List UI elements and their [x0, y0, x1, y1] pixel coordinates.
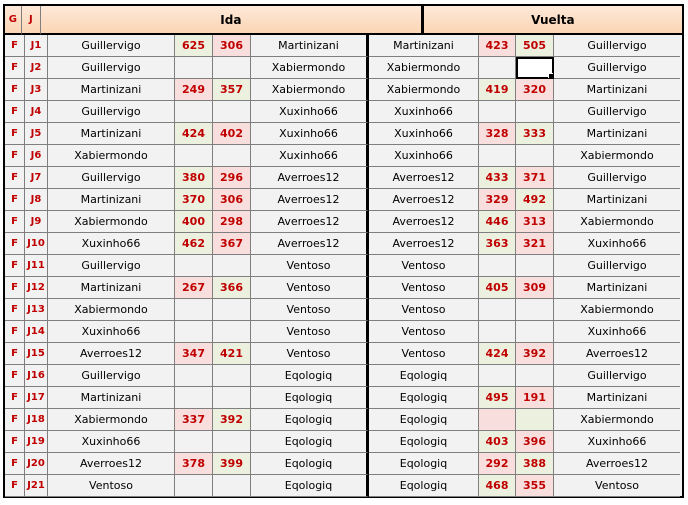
ida-away-player[interactable]: Eqologiq [251, 475, 369, 497]
ida-home-score[interactable] [175, 299, 213, 321]
table-row [5, 189, 682, 211]
ida-home-player[interactable]: Xabiermondo [48, 211, 175, 233]
vuelta-away-score[interactable] [516, 299, 554, 321]
group-cell[interactable]: F [5, 57, 25, 79]
vuelta-home-score[interactable]: 363 [479, 233, 516, 255]
round-cell[interactable]: J21 [25, 475, 48, 497]
vuelta-home-score[interactable] [479, 299, 516, 321]
group-cell[interactable]: F [5, 475, 25, 497]
vuelta-away-score[interactable]: 355 [516, 475, 554, 497]
ida-home-player[interactable]: Xabiermondo [48, 409, 175, 431]
ida-away-player[interactable]: Ventoso [251, 277, 369, 299]
ida-away-player[interactable]: Eqologiq [251, 387, 369, 409]
header-g[interactable]: G [5, 6, 22, 35]
vuelta-home-score[interactable]: 405 [479, 277, 516, 299]
round-cell[interactable]: J12 [25, 277, 48, 299]
table-row [5, 211, 682, 233]
vuelta-away-player[interactable]: Xabiermondo [554, 211, 680, 233]
round-cell[interactable]: J10 [25, 233, 48, 255]
vuelta-home-score[interactable]: 329 [479, 189, 516, 211]
ida-home-score[interactable] [175, 387, 213, 409]
ida-home-player[interactable]: Xuxinho66 [48, 321, 175, 343]
vuelta-away-score[interactable] [516, 409, 554, 431]
round-cell[interactable]: J15 [25, 343, 48, 365]
ida-away-score[interactable] [213, 475, 251, 497]
ida-away-player[interactable]: Xabiermondo [251, 57, 369, 79]
ida-away-score[interactable] [213, 101, 251, 123]
vuelta-home-player[interactable]: Ventoso [369, 255, 479, 277]
ida-home-player[interactable]: Xuxinho66 [48, 431, 175, 453]
vuelta-home-score[interactable]: 403 [479, 431, 516, 453]
group-cell[interactable]: F [5, 167, 25, 189]
vuelta-away-score[interactable] [516, 101, 554, 123]
ida-away-player[interactable]: Averroes12 [251, 167, 369, 189]
vuelta-away-score[interactable]: 333 [516, 123, 554, 145]
ida-home-player[interactable]: Martinizani [48, 189, 175, 211]
table-row [5, 343, 682, 365]
selected-cell[interactable] [516, 57, 554, 79]
round-cell[interactable]: J4 [25, 101, 48, 123]
ida-home-score[interactable]: 380 [175, 167, 213, 189]
table-row [5, 431, 682, 453]
ida-home-player[interactable]: Guillervigo [48, 365, 175, 387]
ida-away-player[interactable]: Averroes12 [251, 211, 369, 233]
vuelta-away-player[interactable]: Ventoso [554, 475, 680, 497]
group-cell[interactable]: F [5, 35, 25, 57]
ida-away-score[interactable]: 357 [213, 79, 251, 101]
ida-away-player[interactable]: Eqologiq [251, 409, 369, 431]
ida-home-player[interactable]: Guillervigo [48, 57, 175, 79]
ida-home-score[interactable]: 337 [175, 409, 213, 431]
round-cell[interactable]: J11 [25, 255, 48, 277]
ida-home-score[interactable]: 347 [175, 343, 213, 365]
ida-home-score[interactable]: 424 [175, 123, 213, 145]
group-cell[interactable]: F [5, 321, 25, 343]
vuelta-away-player[interactable]: Martinizani [554, 189, 680, 211]
round-cell[interactable]: J19 [25, 431, 48, 453]
ida-away-player[interactable]: Ventoso [251, 299, 369, 321]
table-row [5, 453, 682, 475]
vuelta-away-player[interactable]: Martinizani [554, 79, 680, 101]
ida-home-player[interactable]: Averroes12 [48, 343, 175, 365]
table-row [5, 321, 682, 343]
ida-away-player[interactable]: Xuxinho66 [251, 101, 369, 123]
ida-away-score[interactable]: 296 [213, 167, 251, 189]
vuelta-home-player[interactable]: Ventoso [369, 343, 479, 365]
vuelta-home-score[interactable]: 328 [479, 123, 516, 145]
group-cell[interactable]: F [5, 211, 25, 233]
vuelta-away-player[interactable]: Guillervigo [554, 255, 680, 277]
vuelta-away-player[interactable]: Guillervigo [554, 57, 680, 79]
ida-home-score[interactable] [175, 255, 213, 277]
ida-away-score[interactable] [213, 299, 251, 321]
ida-away-score[interactable]: 392 [213, 409, 251, 431]
ida-home-score[interactable] [175, 365, 213, 387]
ida-away-player[interactable]: Xabiermondo [251, 79, 369, 101]
vuelta-away-score[interactable] [516, 255, 554, 277]
table-row [5, 409, 682, 431]
ida-home-player[interactable]: Martinizani [48, 123, 175, 145]
ida-home-score[interactable]: 267 [175, 277, 213, 299]
vuelta-home-score[interactable] [479, 57, 516, 79]
header-j[interactable]: J [22, 6, 41, 35]
vuelta-away-player[interactable]: Guillervigo [554, 365, 680, 387]
ida-away-player[interactable]: Eqologiq [251, 453, 369, 475]
ida-away-score[interactable]: 399 [213, 453, 251, 475]
ida-home-score[interactable] [175, 475, 213, 497]
ida-home-score[interactable]: 370 [175, 189, 213, 211]
ida-home-player[interactable]: Guillervigo [48, 35, 175, 57]
vuelta-away-player[interactable]: Xabiermondo [554, 145, 680, 167]
header-vuelta[interactable]: Vuelta [424, 6, 682, 35]
ida-home-score[interactable] [175, 321, 213, 343]
ida-home-player[interactable]: Martinizani [48, 79, 175, 101]
group-cell[interactable]: F [5, 431, 25, 453]
table-row [5, 57, 682, 79]
vuelta-away-player[interactable]: Martinizani [554, 277, 680, 299]
vuelta-away-score[interactable]: 320 [516, 79, 554, 101]
ida-away-player[interactable]: Ventoso [251, 255, 369, 277]
vuelta-home-player[interactable]: Eqologiq [369, 387, 479, 409]
ida-away-player[interactable]: Ventoso [251, 343, 369, 365]
ida-away-score[interactable] [213, 431, 251, 453]
vuelta-away-player[interactable]: Xuxinho66 [554, 431, 680, 453]
group-cell[interactable]: F [5, 343, 25, 365]
ida-away-player[interactable]: Eqologiq [251, 431, 369, 453]
vuelta-home-player[interactable]: Averroes12 [369, 233, 479, 255]
vuelta-away-player[interactable]: Martinizani [554, 123, 680, 145]
group-cell[interactable]: F [5, 365, 25, 387]
vuelta-away-player[interactable]: Xabiermondo [554, 409, 680, 431]
round-cell[interactable]: J8 [25, 189, 48, 211]
vuelta-away-score[interactable]: 492 [516, 189, 554, 211]
ida-home-player[interactable]: Guillervigo [48, 255, 175, 277]
vuelta-away-score[interactable]: 191 [516, 387, 554, 409]
table-row [5, 255, 682, 277]
header-ida[interactable]: Ida [41, 6, 424, 35]
vuelta-away-score[interactable]: 505 [516, 35, 554, 57]
table-row [5, 123, 682, 145]
vuelta-home-player[interactable]: Averroes12 [369, 167, 479, 189]
vuelta-home-score[interactable] [479, 101, 516, 123]
vuelta-home-player[interactable]: Ventoso [369, 277, 479, 299]
vuelta-home-score[interactable]: 495 [479, 387, 516, 409]
vuelta-home-score[interactable] [479, 321, 516, 343]
vuelta-home-player[interactable]: Averroes12 [369, 211, 479, 233]
vuelta-home-player[interactable]: Eqologiq [369, 453, 479, 475]
vuelta-home-player[interactable]: Eqologiq [369, 431, 479, 453]
group-cell[interactable]: F [5, 409, 25, 431]
vuelta-home-player[interactable]: Ventoso [369, 299, 479, 321]
ida-home-score[interactable]: 625 [175, 35, 213, 57]
table-row [5, 299, 682, 321]
table-row [5, 167, 682, 189]
vuelta-home-player[interactable]: Xuxinho66 [369, 145, 479, 167]
vuelta-home-player[interactable]: Eqologiq [369, 409, 479, 431]
table-row [5, 365, 682, 387]
round-cell[interactable]: J17 [25, 387, 48, 409]
vuelta-home-player[interactable]: Xuxinho66 [369, 123, 479, 145]
group-cell[interactable]: F [5, 255, 25, 277]
group-cell[interactable]: F [5, 277, 25, 299]
ida-home-player[interactable]: Xuxinho66 [48, 233, 175, 255]
vuelta-home-player[interactable]: Eqologiq [369, 475, 479, 497]
header-row [5, 6, 682, 35]
vuelta-away-player[interactable]: Guillervigo [554, 35, 680, 57]
group-cell[interactable]: F [5, 123, 25, 145]
ida-home-score[interactable]: 400 [175, 211, 213, 233]
ida-home-player[interactable]: Xabiermondo [48, 145, 175, 167]
ida-home-player[interactable]: Martinizani [48, 277, 175, 299]
group-cell[interactable]: F [5, 145, 25, 167]
vuelta-home-player[interactable]: Averroes12 [369, 189, 479, 211]
table-row [5, 101, 682, 123]
vuelta-away-player[interactable]: Guillervigo [554, 101, 680, 123]
group-cell[interactable]: F [5, 189, 25, 211]
vuelta-home-player[interactable]: Xuxinho66 [369, 101, 479, 123]
ida-away-score[interactable]: 306 [213, 35, 251, 57]
vuelta-away-score[interactable]: 313 [516, 211, 554, 233]
ida-home-score[interactable] [175, 431, 213, 453]
ida-away-score[interactable] [213, 365, 251, 387]
spreadsheet-grid [3, 4, 684, 498]
group-cell[interactable]: F [5, 453, 25, 475]
ida-away-score[interactable] [213, 255, 251, 277]
vuelta-home-score[interactable] [479, 365, 516, 387]
ida-home-score[interactable]: 378 [175, 453, 213, 475]
ida-home-player[interactable]: Xabiermondo [48, 299, 175, 321]
ida-away-score[interactable]: 306 [213, 189, 251, 211]
group-cell[interactable]: F [5, 387, 25, 409]
round-cell[interactable]: J2 [25, 57, 48, 79]
vuelta-home-score[interactable] [479, 255, 516, 277]
round-cell[interactable]: J3 [25, 79, 48, 101]
vuelta-home-player[interactable]: Xabiermondo [369, 79, 479, 101]
ida-away-player[interactable]: Xuxinho66 [251, 145, 369, 167]
ida-home-player[interactable]: Averroes12 [48, 453, 175, 475]
vuelta-home-score[interactable]: 424 [479, 343, 516, 365]
vuelta-home-score[interactable]: 419 [479, 79, 516, 101]
round-cell[interactable]: J20 [25, 453, 48, 475]
ida-away-player[interactable]: Martinizani [251, 35, 369, 57]
ida-home-player[interactable]: Guillervigo [48, 167, 175, 189]
group-cell[interactable]: F [5, 79, 25, 101]
vuelta-away-score[interactable]: 388 [516, 453, 554, 475]
vuelta-home-score[interactable] [479, 145, 516, 167]
ida-away-score[interactable] [213, 321, 251, 343]
group-cell[interactable]: F [5, 233, 25, 255]
vuelta-home-score[interactable]: 446 [479, 211, 516, 233]
table-row [5, 145, 682, 167]
vuelta-away-score[interactable]: 371 [516, 167, 554, 189]
round-cell[interactable]: J7 [25, 167, 48, 189]
ida-away-player[interactable]: Averroes12 [251, 189, 369, 211]
ida-away-score[interactable] [213, 145, 251, 167]
ida-home-score[interactable]: 249 [175, 79, 213, 101]
vuelta-home-player[interactable]: Ventoso [369, 321, 479, 343]
vuelta-home-player[interactable]: Eqologiq [369, 365, 479, 387]
ida-away-score[interactable]: 298 [213, 211, 251, 233]
vuelta-away-score[interactable] [516, 321, 554, 343]
round-cell[interactable]: J16 [25, 365, 48, 387]
vuelta-away-score[interactable]: 321 [516, 233, 554, 255]
ida-away-score[interactable] [213, 57, 251, 79]
ida-away-score[interactable] [213, 387, 251, 409]
vuelta-home-score[interactable] [479, 409, 516, 431]
vuelta-away-score[interactable] [516, 365, 554, 387]
ida-home-score[interactable] [175, 101, 213, 123]
ida-away-score[interactable]: 402 [213, 123, 251, 145]
round-cell[interactable]: J9 [25, 211, 48, 233]
ida-home-player[interactable]: Martinizani [48, 387, 175, 409]
vuelta-away-score[interactable]: 392 [516, 343, 554, 365]
table-row [5, 475, 682, 497]
round-cell[interactable]: J1 [25, 35, 48, 57]
group-cell[interactable]: F [5, 101, 25, 123]
round-cell[interactable]: J13 [25, 299, 48, 321]
table-row [5, 387, 682, 409]
vuelta-away-player[interactable]: Xabiermondo [554, 299, 680, 321]
round-cell[interactable]: J18 [25, 409, 48, 431]
ida-home-player[interactable]: Ventoso [48, 475, 175, 497]
vuelta-home-player[interactable]: Martinizani [369, 35, 479, 57]
ida-away-score[interactable]: 421 [213, 343, 251, 365]
ida-home-score[interactable] [175, 145, 213, 167]
table-row [5, 79, 682, 101]
ida-home-score[interactable] [175, 57, 213, 79]
round-cell[interactable]: J5 [25, 123, 48, 145]
ida-away-player[interactable]: Xuxinho66 [251, 123, 369, 145]
ida-away-player[interactable]: Averroes12 [251, 233, 369, 255]
vuelta-away-score[interactable]: 396 [516, 431, 554, 453]
round-cell[interactable]: J14 [25, 321, 48, 343]
vuelta-away-player[interactable]: Averroes12 [554, 453, 680, 475]
vuelta-home-score[interactable]: 292 [479, 453, 516, 475]
vuelta-away-score[interactable] [516, 145, 554, 167]
vuelta-away-player[interactable]: Guillervigo [554, 167, 680, 189]
table-row [5, 277, 682, 299]
ida-away-score[interactable]: 366 [213, 277, 251, 299]
vuelta-home-score[interactable]: 468 [479, 475, 516, 497]
ida-home-score[interactable]: 462 [175, 233, 213, 255]
vuelta-home-score[interactable]: 423 [479, 35, 516, 57]
vuelta-away-player[interactable]: Martinizani [554, 387, 680, 409]
vuelta-away-score[interactable]: 309 [516, 277, 554, 299]
ida-away-score[interactable]: 367 [213, 233, 251, 255]
table-row [5, 233, 682, 255]
vuelta-home-player[interactable]: Xabiermondo [369, 57, 479, 79]
ida-away-player[interactable]: Ventoso [251, 321, 369, 343]
vuelta-away-player[interactable]: Xuxinho66 [554, 321, 680, 343]
vuelta-home-score[interactable]: 433 [479, 167, 516, 189]
ida-away-player[interactable]: Eqologiq [251, 365, 369, 387]
group-cell[interactable]: F [5, 299, 25, 321]
ida-home-player[interactable]: Guillervigo [48, 101, 175, 123]
vuelta-away-player[interactable]: Averroes12 [554, 343, 680, 365]
table-row [5, 35, 682, 57]
vuelta-away-player[interactable]: Xuxinho66 [554, 233, 680, 255]
round-cell[interactable]: J6 [25, 145, 48, 167]
